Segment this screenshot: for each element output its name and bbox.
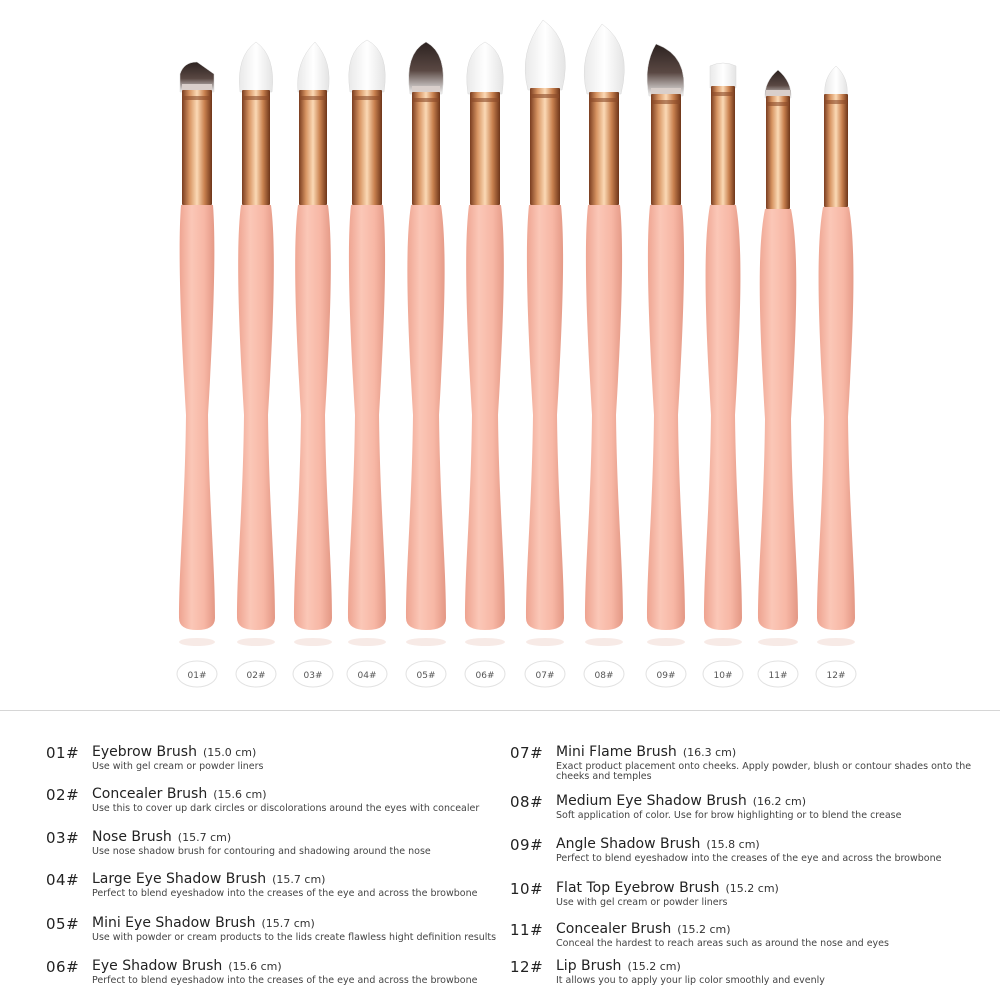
ferrule-band — [183, 96, 211, 100]
ferrule — [711, 86, 735, 205]
entry-name: Eye Shadow Brush — [92, 958, 223, 974]
entry-number: 05# — [46, 915, 80, 933]
handle — [294, 205, 332, 630]
ferrule — [651, 94, 681, 205]
section-divider — [0, 710, 1000, 711]
ferrule — [412, 92, 440, 205]
handle-reflection — [465, 638, 505, 646]
handle-reflection — [647, 638, 685, 646]
brush-label: 03# — [303, 671, 323, 681]
entry-description: Use with powder or cream products to the lids create flawless hight definition results — [92, 932, 497, 943]
entry-size: (15.8 cm) — [706, 838, 760, 851]
brush-5 — [406, 42, 446, 687]
entry-description: Soft application of color. Use for brow highlighting or to blend the crease — [556, 810, 902, 821]
ferrule — [182, 90, 212, 205]
entry-size: (16.3 cm) — [682, 746, 737, 759]
handle-reflection — [526, 638, 564, 646]
handle — [817, 207, 855, 630]
entry-description: Conceal the hardest to reach areas such as around the nose and eyes — [556, 938, 889, 949]
handle — [406, 205, 446, 630]
entry-description: Use this to cover up dark circles or discolorations around the eyes with concealer — [92, 803, 480, 814]
brush-11 — [758, 70, 798, 687]
ferrule — [589, 92, 619, 205]
brush-2 — [236, 42, 276, 687]
handle — [237, 205, 275, 630]
ferrule — [470, 92, 500, 205]
handle — [758, 209, 798, 630]
entry-size: (15.0 cm) — [202, 746, 257, 759]
brush-label: 05# — [416, 671, 436, 681]
ferrule — [766, 96, 790, 209]
entry-size: (15.6 cm) — [213, 788, 267, 801]
handle-reflection — [179, 638, 215, 646]
handle-reflection — [237, 638, 275, 646]
entry-number: 02# — [46, 786, 80, 804]
entry-title — [92, 744, 256, 760]
ferrule — [242, 90, 270, 205]
ferrule-band — [413, 98, 439, 102]
handle-reflection — [585, 638, 623, 646]
entry-title — [556, 836, 760, 852]
brush-8 — [584, 24, 624, 687]
ferrule-band — [353, 96, 381, 100]
entry-size: (15.7 cm) — [177, 831, 232, 844]
entry-description: It allows you to apply your lip color smoothly and evenly — [556, 975, 825, 986]
bristles — [349, 40, 385, 92]
bristles — [467, 42, 503, 94]
bristles — [239, 42, 272, 92]
entry-description: Use with gel cream or powder liners — [92, 761, 264, 772]
entry-title — [92, 871, 325, 887]
brush-1 — [177, 62, 217, 687]
handle — [526, 205, 564, 630]
handle-reflection — [406, 638, 446, 646]
entry-number: 12# — [510, 958, 544, 976]
brush-9 — [646, 44, 686, 687]
ferrule-band — [300, 96, 326, 100]
entry-number: 06# — [46, 958, 80, 976]
entry-name: Nose Brush — [92, 829, 172, 845]
entry-size: (15.6 cm) — [228, 960, 282, 973]
ferrule-band — [767, 102, 789, 106]
brush-label: 02# — [246, 671, 266, 681]
handle — [348, 205, 386, 630]
handle — [179, 205, 215, 630]
entry-title — [556, 958, 681, 974]
entry-size: (15.7 cm) — [272, 873, 326, 886]
handle-reflection — [704, 638, 742, 646]
bristles — [825, 66, 848, 96]
entry-number: 11# — [510, 921, 544, 939]
entry-number: 04# — [46, 871, 80, 889]
entry-size: (15.7 cm) — [261, 917, 315, 930]
brush-label: 09# — [656, 671, 676, 681]
entry-name: Mini Eye Shadow Brush — [92, 915, 256, 931]
ferrule — [530, 88, 560, 205]
brush-label: 07# — [535, 671, 555, 681]
entry-title — [556, 921, 731, 937]
entry-name: Concealer Brush — [92, 786, 208, 802]
entry-name: Lip Brush — [556, 958, 622, 974]
brush-label: 11# — [768, 671, 788, 681]
entry-name: Medium Eye Shadow Brush — [556, 793, 747, 809]
entry-size: (16.2 cm) — [752, 795, 807, 808]
handle-reflection — [758, 638, 798, 646]
ferrule-band — [243, 96, 269, 100]
ferrule-band — [712, 92, 734, 96]
handle — [465, 205, 505, 630]
entry-title — [556, 744, 736, 760]
handle — [704, 205, 742, 630]
entry-name: Angle Shadow Brush — [556, 836, 701, 852]
ferrule-band — [825, 100, 847, 104]
handle — [647, 205, 685, 630]
bristles — [584, 24, 624, 94]
entry-number: 08# — [510, 793, 544, 811]
handle-reflection — [817, 638, 855, 646]
bristles — [525, 20, 565, 90]
entry-title — [92, 786, 267, 802]
brush-7 — [525, 20, 565, 687]
brush-label: 04# — [357, 671, 377, 681]
brush-label: 10# — [713, 671, 733, 681]
entry-name: Concealer Brush — [556, 921, 672, 937]
entry-title — [92, 915, 315, 931]
entry-name: Flat Top Eyebrow Brush — [556, 880, 720, 896]
entry-description: Use nose shadow brush for contouring and shadowing around the nose — [92, 846, 431, 857]
handle — [585, 205, 623, 630]
entry-title — [92, 958, 282, 974]
ferrule — [352, 90, 382, 205]
entry-name: Large Eye Shadow Brush — [92, 871, 267, 887]
entry-description: Perfect to blend eyeshadow into the creases of the eye and across the browbone — [92, 975, 478, 986]
entry-name: Eyebrow Brush — [92, 744, 197, 760]
bristles — [710, 63, 736, 88]
brush-4 — [347, 40, 387, 687]
brush-3 — [293, 42, 333, 687]
ferrule-band — [471, 98, 499, 102]
brush-label: 06# — [475, 671, 495, 681]
handle-reflection — [294, 638, 332, 646]
entry-title — [556, 793, 806, 809]
brush-label: 08# — [594, 671, 614, 681]
brush-10 — [703, 63, 743, 687]
entry-title — [92, 829, 231, 845]
ferrule — [299, 90, 327, 205]
ferrule-band — [652, 100, 680, 104]
entry-size: (15.2 cm) — [677, 923, 731, 936]
entry-number: 10# — [510, 880, 544, 898]
brush-label: 01# — [187, 671, 207, 681]
ferrule — [824, 94, 848, 207]
entry-size: (15.2 cm) — [627, 960, 681, 973]
entry-name: Mini Flame Brush — [556, 744, 677, 760]
entry-size: (15.2 cm) — [725, 882, 779, 895]
ferrule-band — [531, 94, 559, 98]
handle-reflection — [348, 638, 386, 646]
entry-description: Perfect to blend eyeshadow into the creases of the eye and across the browbone — [556, 853, 942, 864]
brush-12 — [816, 66, 856, 687]
brush-label: 12# — [826, 671, 846, 681]
ferrule-band — [590, 98, 618, 102]
entry-title — [556, 880, 779, 896]
entry-number: 07# — [510, 744, 544, 762]
entry-number: 03# — [46, 829, 80, 847]
entry-number: 09# — [510, 836, 544, 854]
entry-description: Perfect to blend eyeshadow into the creases of the eye and across the browbone — [92, 888, 478, 899]
entry-description: Exact product placement onto cheeks. Apply powder, blush or contour shades onto the cheeks and temples — [556, 761, 972, 782]
brush-6 — [465, 42, 505, 687]
entry-number: 01# — [46, 744, 80, 762]
bristles — [298, 42, 329, 92]
entry-description: Use with gel cream or powder liners — [556, 897, 728, 908]
